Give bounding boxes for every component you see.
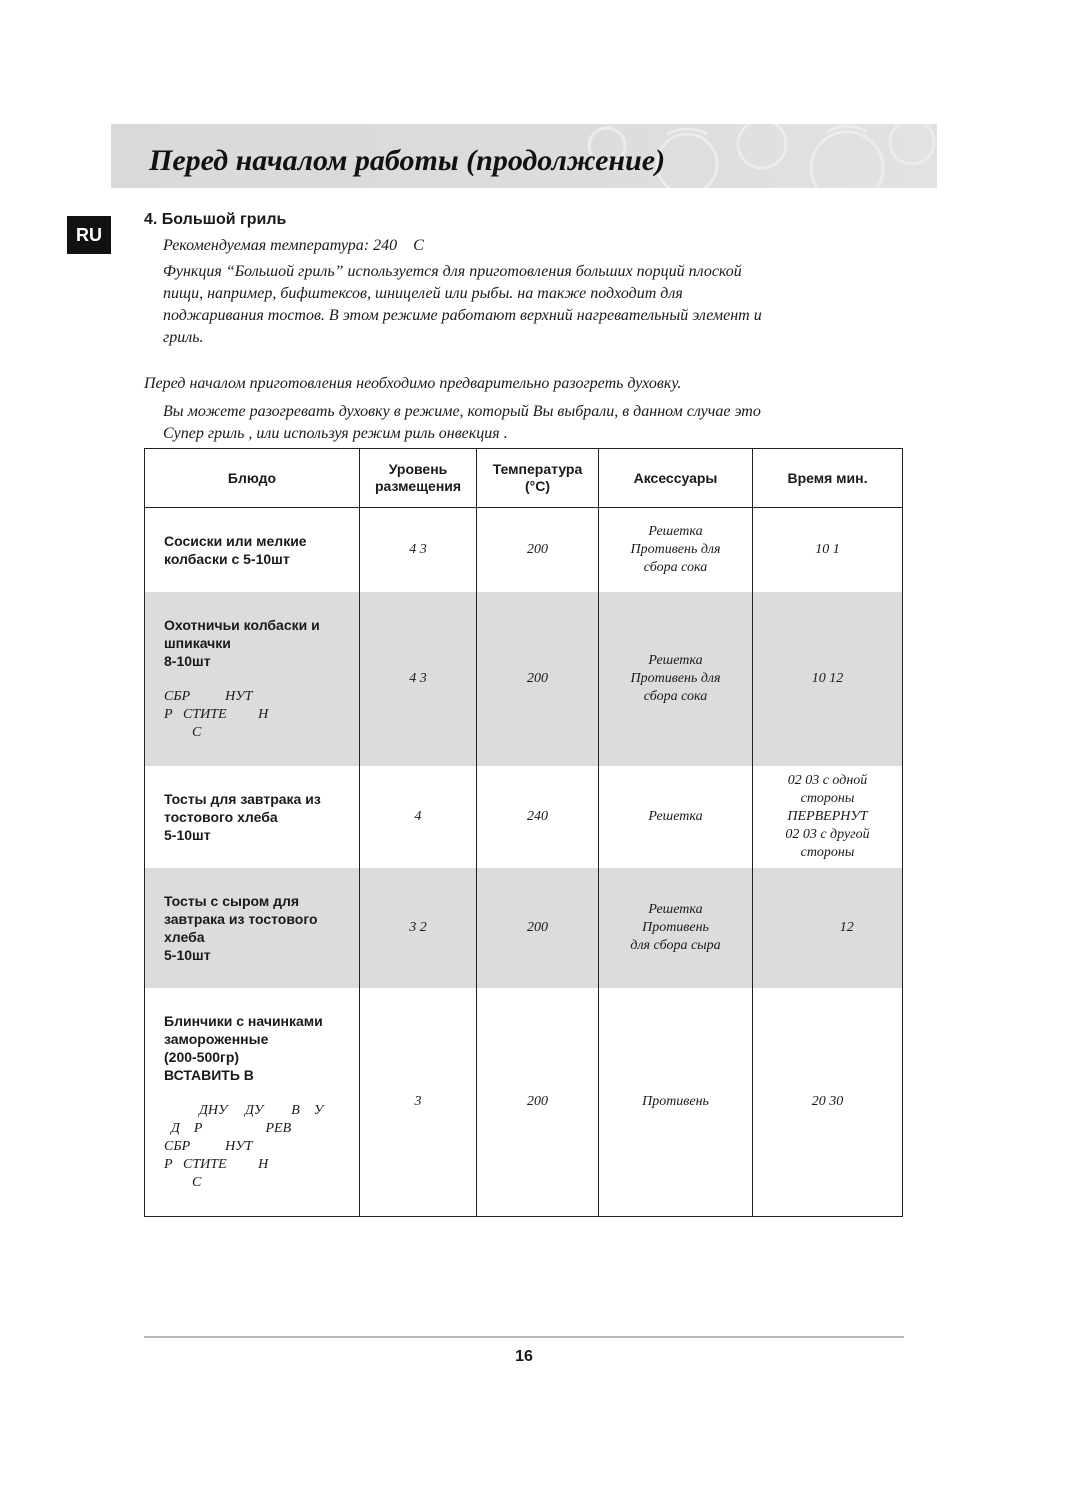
page-title: Перед началом работы (продолжение) — [149, 144, 666, 177]
dish-name: Тосты для завтрака из тостового хлеба 5-10шт — [164, 791, 321, 843]
dish-note: СБР НУТ Р СТИТЕ Н С — [164, 689, 269, 740]
temperature-cell: 240 — [477, 766, 599, 868]
time-cell: 12 — [753, 868, 903, 988]
accessories-cell: Решетка — [599, 766, 753, 868]
accessories-cell: Решетка Противень для сбора сыра — [599, 868, 753, 988]
table-row — [145, 868, 903, 988]
column-header-accessories: Аксессуары — [599, 449, 753, 508]
time-cell: 10 12 — [753, 592, 903, 766]
mode-description: Функция “Большой гриль” используется для приготовления больших порций плоской пищи, например, бифштексов, шницелей или рыбы. на также подходит для поджаривания тостов. В этом режиме работают верхний нагревательный элемент и гриль. — [163, 263, 762, 346]
column-header-level: Уровень размещения — [360, 449, 477, 508]
header-band — [111, 124, 937, 188]
level-cell: 3 — [360, 988, 477, 1217]
accessories-cell: Противень — [599, 988, 753, 1217]
preheat-note: Вы можете разогревать духовку в режиме, который Вы выбрали, в данном случае это Супер гриль , или используя режим риль онвекция . — [163, 403, 761, 442]
section-heading: 4. Большой гриль — [144, 211, 287, 228]
preheat-instruction: Перед началом приготовления необходимо предварительно разогреть духовку. — [144, 375, 682, 392]
language-badge: RU — [67, 216, 111, 254]
dish-cell — [145, 592, 360, 766]
time-cell: 20 30 — [753, 988, 903, 1217]
time-cell: 10 1 — [753, 508, 903, 593]
dish-cell — [145, 868, 360, 988]
cooking-table — [144, 448, 903, 1217]
table-row — [145, 766, 903, 868]
temperature-cell: 200 — [477, 988, 599, 1217]
recommended-temperature: Рекомендуемая температура: 240 C — [163, 237, 424, 254]
column-header-temperature: Температура (°C) — [477, 449, 599, 508]
temperature-cell: 200 — [477, 868, 599, 988]
accessories-cell: Решетка Противень для сбора сока — [599, 508, 753, 593]
level-cell: 4 — [360, 766, 477, 868]
table-row — [145, 508, 903, 593]
temperature-cell: 200 — [477, 592, 599, 766]
column-header-time: Время мин. — [753, 449, 903, 508]
level-cell: 4 3 — [360, 508, 477, 593]
temperature-cell: 200 — [477, 508, 599, 593]
dish-cell — [145, 508, 360, 593]
accessories-cell: Решетка Противень для сбора сока — [599, 592, 753, 766]
dish-cell — [145, 766, 360, 868]
dish-name: Сосиски или мелкие колбаски с 5-10шт — [164, 533, 307, 567]
table-row — [145, 592, 903, 766]
dish-cell — [145, 988, 360, 1217]
table-header-row — [145, 449, 903, 508]
column-header-dish: Блюдо — [145, 449, 360, 508]
table-row — [145, 988, 903, 1217]
page-number: 16 — [515, 1348, 533, 1365]
dish-note: ДНУ ДУ В У Д Р РЕВ СБР НУТ Р СТИТЕ Н С — [164, 1103, 324, 1190]
level-cell: 4 3 — [360, 592, 477, 766]
time-cell: 02 03 с одной стороны ПЕРВЕРНУТ 02 03 с другой стороны — [753, 766, 903, 868]
level-cell: 3 2 — [360, 868, 477, 988]
dish-name: Блинчики с начинками замороженные (200-500гр) ВСТАВИТЬ В — [164, 1013, 323, 1083]
dish-name: Охотничьи колбаски и шпикачки 8-10шт — [164, 617, 320, 669]
dish-name: Тосты с сыром для завтрака из тостового хлеба 5-10шт — [164, 893, 318, 963]
footer-divider — [144, 1336, 904, 1338]
